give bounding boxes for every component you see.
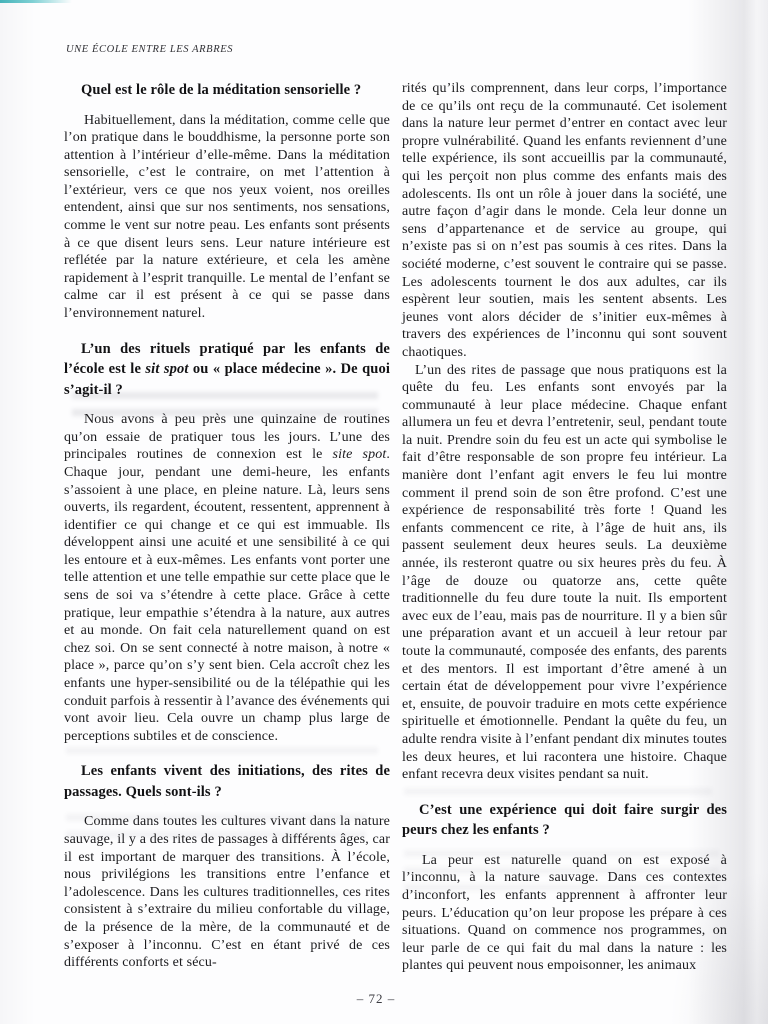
question-heading-sit-spot bbox=[64, 339, 390, 401]
fire-quest-paragraph: L’un des rites de passage que nous pratiquons est la quête du feu. Les enfants sont envoyés par la communauté à leur place médecine. Chaque enfant allumera un feu et devra l’entretenir, seul, pendant toute la nuit. Prendre soin du feu est un acte qui symbolise le fait d’être responsable de son propre feu intérieur. La manière dont l’enfant agit envers le feu lui montre comment il prend soin de son être profond. C’est une expérience de responsabilité très forte ! Quand les enfants commencent ce rite, à l’âge de huit ans, ils passent seulement deux heures seuls. La deuxième année, ils resteront quatre ou six heures près du feu. À l’âge de douze ou quatorze ans, cette quête traditionnelle du feu dure toute la nuit. Ils emportent avec eux de l’eau, mais pas de nourriture. Il y a bien sûr une préparation avant et un accueil à leur retour par toute la communauté, composée des enfants, des parents et des mentors. Il est important d’être amené à un certain état de développement pour vivre l’expérience et, ensuite, de pouvoir traduire en mots cette expérience spirituelle et émotionnelle. Pendant la quête du feu, un adulte rendra visite à l’enfant pendant dix minutes toutes les deux heures, et lui racontera une histoire. Chaque enfant recevra deux visites pendant sa nuit. bbox=[402, 362, 727, 783]
answer-meditation: Habituellement, dans la méditation, comme celle que l’on pratique dans le bouddhisme, la personne porte son attention à l’intérieur d’elle-même. Dans la méditation sensorielle, c’est le contraire, on met l’attention à l’extérieur, vers ce que nos yeux voient, nos oreilles entendent, ainsi que sur nos sentiments, nos sensations, comme le vent sur notre peau. Les enfants sont présents à ce que disent leurs sens. Leur nature intérieure est reflétée par la nature extérieure, et cela les amène rapidement à l’esprit tranquille. Le mental de l’enfant se calme car il est présent à ce qui se passe dans l’environnement naturel. bbox=[64, 112, 390, 322]
left-column bbox=[64, 80, 390, 972]
answer-sit-spot-text: . Chaque jour, pendant une demi-heure, les enfants s’assoient à une place, en pleine nature. Là, leurs sens ouverts, ils regardent, écoutent, ressentent, apprennent à identifier ce qui change et ce qui est immuable. Ils développent ainsi une acuité et une sensibilité à ce qui les entoure et à eux-mêmes. Les enfants vont porter une telle attention et une telle empathie sur cette place que le sens de soi va s’étendre à cette place. Grâce à cette pratique, leur empathie s’étendra à la nature, aux autres et au monde. On fait cela naturellement quand on est chez soi. On se sent connecté à notre maison, à notre « place », parce qu’on s’y sent bien. Cela accroît chez les enfants une hyper-sensibilité ou de la télépathie qui les conduit parfois à ressentir à l’avance des événements qui vont avoir lieu. Cela ouvre un champ plus large de perceptions subtiles et de conscience. bbox=[64, 447, 390, 744]
question-heading-sit-spot-text: L’un des rituels pratiqué par les enfants de l’école est le bbox=[64, 340, 390, 378]
answer-rites-continuation: rités qu’ils comprennent, dans leur corps, l’importance de ce qu’ils ont reçu de la communauté. Cet isolement dans la nature leur permet d’entrer en contact avec leur propre vulnérabilité. Quand les enfants reviennent d’une telle expérience, ils sont accueillis par la communauté, qui les perçoit non plus comme des enfants mais des adolescents. Ils ont un rôle à jouer dans la société, une autre façon d’agir dans le monde. Cela leur donne un sens d’appartenance et de service au groupe, qui n’existe pas si on n’est pas soumis à ces rites. Dans la société moderne, c’est souvent le contraire qui se passe. Les adolescents tournent le dos aux adultes, car ils espèrent leur soutien, mais les sentent absents. Les jeunes vont alors décider de s’initier eux-mêmes à travers des expériences de l’inconnu qui sont souvent chaotiques. bbox=[402, 81, 727, 360]
page-number: – 72 – bbox=[356, 991, 396, 1006]
question-heading-fear: C’est une expérience qui doit faire surgir des peurs chez les enfants ? bbox=[402, 801, 727, 839]
running-header: UNE ÉCOLE ENTRE LES ARBRES bbox=[66, 44, 234, 55]
site-spot-term: site spot bbox=[332, 447, 387, 463]
right-column bbox=[402, 80, 727, 975]
answer-rites: Comme dans toutes les cultures vivant dans la nature sauvage, il y a des rites de passages à différents âges, car il est important de marquer des transitions. À l’école, nous privilégions les transitions entre l’enfance et l’adolescence. Dans les cultures traditionnelles, ces rites consistent à s’extraire du milieu confortable du village, de la présence de la mère, de la communauté et de s’exposer à l’inconnu. C’est en étant privé de ces différents conforts et sécu- bbox=[64, 814, 390, 971]
answer-fear: La peur est naturelle quand on est exposé à l’inconnu, à la nature sauvage. Dans ces contextes d’inconfort, les enfants apprennent à affronter leur peurs. L’éducation qu’on leur propose les prépare à ces situations. Quand on commence nos programmes, on leur parle de ce qui fait du mal dans la nature : les plantes qui peuvent nous empoisonner, les animaux bbox=[402, 852, 727, 974]
answer-sit-spot-text: Nous avons à peu près une quinzaine de routines qu’on essaie de pratiquer tous les jours. L’une des principales routines de connexion est le bbox=[64, 412, 390, 463]
question-heading-rites: Les enfants vivent des initiations, des rites de passages. Quels sont-ils ? bbox=[64, 763, 390, 800]
scan-edge-accent bbox=[0, 0, 72, 3]
question-heading-sit-spot-text: ou « place médecine ». De quoi s’agit-il ? bbox=[64, 361, 390, 398]
question-heading-meditation: Quel est le rôle de la méditation sensorielle ? bbox=[81, 82, 362, 98]
answer-sit-spot bbox=[64, 411, 390, 745]
sit-spot-term: sit spot bbox=[145, 361, 189, 378]
